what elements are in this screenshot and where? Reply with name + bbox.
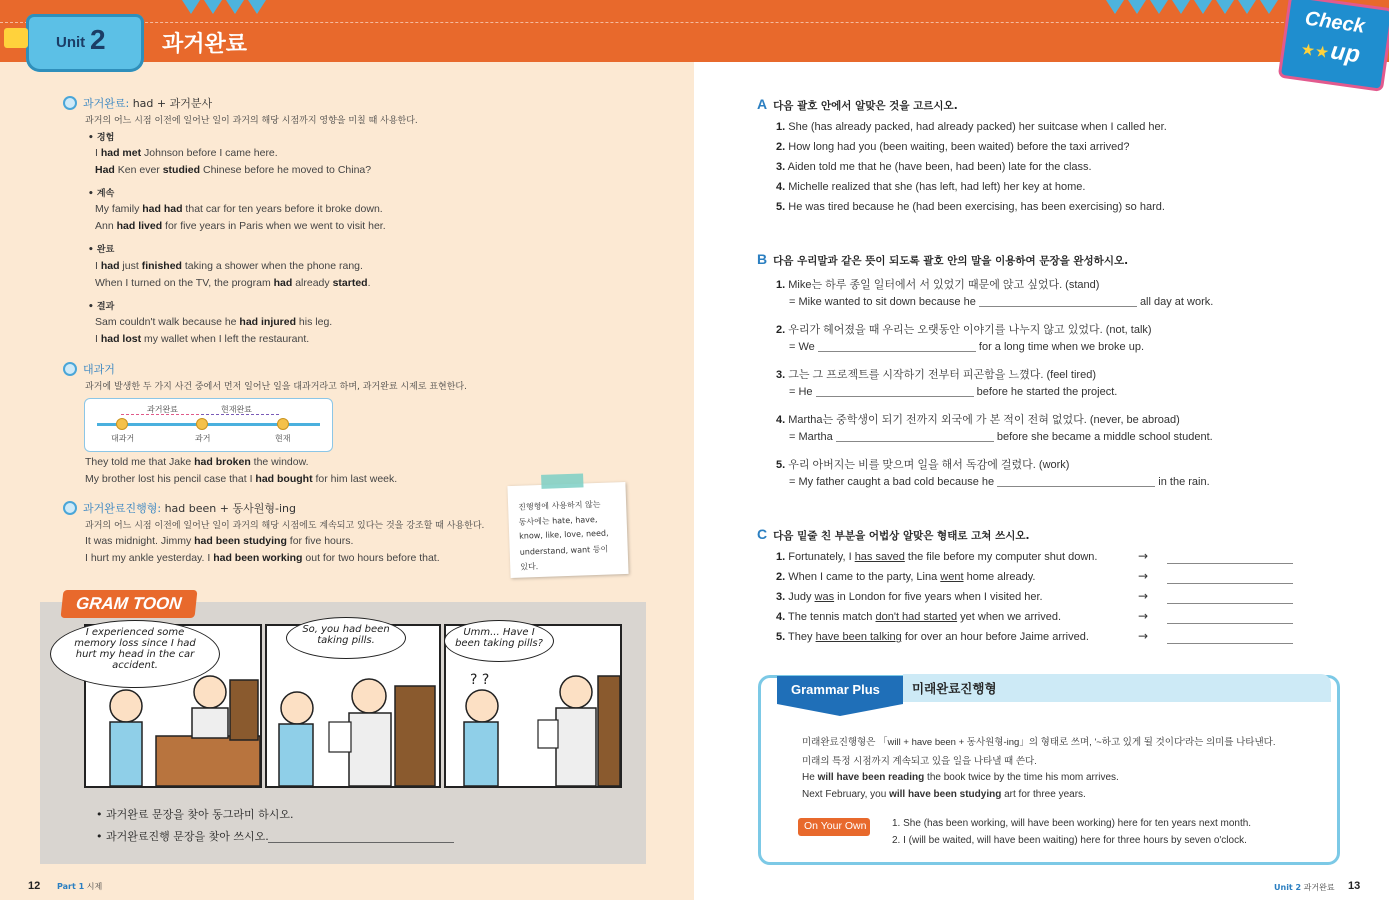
example-sentence: It was midnight. Jimmy had been studying for five hours.: [85, 535, 354, 547]
usage-title: • 경험: [88, 133, 115, 143]
usage-title: • 계속: [88, 189, 115, 199]
grammar-plus-example: Next February, you will have been studying art for three years.: [802, 789, 1086, 800]
exercise-c-item: 4. The tennis match don't had started yet when we arrived.: [776, 611, 1062, 623]
on-your-own-label: On Your Own: [804, 820, 867, 832]
section-instruction: 다음 밑줄 친 부분을 어법상 알맞은 형태로 고쳐 쓰시오.: [773, 530, 1030, 542]
band-triangle: [1128, 0, 1146, 14]
badge-tag: [4, 28, 28, 48]
exercise-b-heading: [757, 251, 1128, 268]
answer-blank[interactable]: [997, 486, 1155, 487]
svg-text:? ?: ? ?: [470, 672, 490, 688]
answer-blank[interactable]: [818, 351, 976, 352]
answer-line[interactable]: [1167, 623, 1293, 624]
example-sentence: They told me that Jake had broken the window.: [85, 456, 309, 468]
example-sentence: I had met Johnson before I came here.: [95, 147, 278, 159]
timeline-point: [277, 418, 289, 430]
band-triangle: [248, 0, 266, 14]
page-number: 12: [28, 880, 41, 892]
note-line: 동사에는 hate, have,: [518, 514, 598, 527]
bubble-text: So, you had been: [302, 624, 390, 635]
bubble-text: taking pills.: [317, 635, 375, 646]
timeline-point: [196, 418, 208, 430]
exercise-a-item: 4. Michelle realized that she (has left, had left) her key at home.: [776, 181, 1086, 193]
grammar-plus-example: He will have been reading the book twice by the time his mom arrives.: [802, 772, 1119, 783]
exercise-b-prompt: 5. 우리 아버지는 비를 맞으며 일을 해서 독감에 걸렸다. (work): [776, 459, 1070, 471]
speech-bubble-2: [286, 617, 406, 659]
section-letter: A: [757, 96, 768, 112]
unit-number: 2: [90, 24, 106, 55]
exercise-b-answer-row: = He before he started the project.: [789, 386, 1118, 398]
grammar-plus-tag: [777, 676, 903, 704]
band-triangle: [1194, 0, 1212, 14]
exercise-c-item: 1. Fortunately, I has saved the file before my computer shut down.: [776, 551, 1098, 563]
note-tape: [541, 473, 583, 488]
grammar-plus-rule: 미래의 특정 시점까지 계속되고 있을 일을 나타낼 때 쓴다.: [802, 756, 1037, 767]
example-sentence: My brother lost his pencil case that I had bought for him last week.: [85, 473, 398, 485]
heading-label: 과거완료:: [83, 97, 130, 110]
toon-task-1: • 과거완료 문장을 찾아 동그라미 하시오.: [96, 808, 294, 821]
exercise-a-item: 5. He was tired because he (had been exercising, has been exercising) so hard.: [776, 201, 1165, 213]
arrow-icon: →: [1138, 549, 1149, 563]
usage-title: • 완료: [88, 245, 115, 255]
example-sentence: My family had had that car for ten years before it broke down.: [95, 203, 383, 215]
section-description: 과거에 발생한 두 가지 사건 중에서 먼저 일어난 일을 대과거라고 하며, 과거완료 시제로 표현한다.: [85, 382, 467, 392]
exercise-b-answer-row: = Martha before she became a middle school student.: [789, 431, 1213, 443]
grammar-plus-tag-tail: [777, 704, 903, 716]
grammar-plus-rule: 미래완료진행형은 「will + have been + 동사원형-ing」의 형태로 쓰며, '~하고 있게 될 것이다'라는 의미를 나타낸다.: [802, 737, 1276, 748]
on-your-own-item: 2. I (will be waited, will have been waiting) here for three hours by seven o'clock.: [892, 835, 1247, 846]
answer-blank[interactable]: [816, 396, 974, 397]
band-triangle: [1172, 0, 1190, 14]
section-bullet-icon: [63, 501, 77, 515]
band-triangle: [1106, 0, 1124, 14]
arrow-icon: →: [1138, 609, 1149, 623]
exercise-a-item: 1. She (has already packed, had already packed) her suitcase when I called her.: [776, 121, 1167, 133]
bubble-text: hurt my head in the car: [75, 649, 195, 660]
bubble-text: I experienced some: [85, 627, 185, 638]
band-triangle: [204, 0, 222, 14]
band-triangle: [182, 0, 200, 14]
example-sentence: I had just finished taking a shower when the phone rang.: [95, 260, 363, 272]
example-sentence: I had lost my wallet when I left the restaurant.: [95, 333, 310, 345]
section-heading-past-perfect-progressive: [83, 500, 296, 516]
bubble-text: been taking pills?: [455, 638, 543, 649]
exercise-c-heading: [757, 526, 1030, 543]
bubble-text: accident.: [112, 660, 158, 671]
checkup-text-2: up: [1328, 37, 1362, 69]
grammar-plus-title: 미래완료진행형: [912, 681, 997, 696]
footer-unit: Unit 2 과거완료: [1274, 883, 1335, 892]
arrow-icon: →: [1138, 589, 1149, 603]
answer-line[interactable]: [268, 842, 454, 843]
answer-line[interactable]: [1167, 603, 1293, 604]
timeline-arrow: [201, 414, 279, 415]
page-number: 13: [1348, 880, 1361, 892]
exercise-b-prompt: 1. Mike는 하루 종일 일터에서 서 있었기 때문에 앉고 싶었다. (stand): [776, 279, 1100, 291]
speech-bubble-3: [444, 620, 554, 662]
exercise-b-answer-row: = My father caught a bad cold because he in the rain.: [789, 476, 1210, 488]
timeline-label: 현재: [275, 434, 291, 443]
band-triangle: [1150, 0, 1168, 14]
section-description: 과거의 어느 시점 이전에 일어난 일이 과거의 해당 시점까지 영향을 미칠 때 사용한다.: [85, 116, 418, 126]
exercise-a-item: 3. Aiden told me that he (have been, had been) late for the class.: [776, 161, 1092, 173]
exercise-b-prompt: 3. 그는 그 프로젝트를 시작하기 전부터 피곤함을 느꼈다. (feel tired): [776, 369, 1096, 381]
section-heading-past-perfect: [83, 95, 212, 111]
band-triangle: [226, 0, 244, 14]
section-bullet-icon: [63, 96, 77, 110]
heading-formula: had been + 동사원형-ing: [161, 502, 296, 515]
on-your-own-badge: [798, 818, 870, 836]
timeline-label: 과거완료: [147, 405, 178, 414]
exercise-b-answer-row: = Mike wanted to sit down because he all day at work.: [789, 296, 1214, 308]
unit-badge: [26, 14, 144, 72]
section-instruction: 다음 괄호 안에서 알맞은 것을 고르시오.: [773, 100, 958, 112]
section-bullet-icon: [63, 362, 77, 376]
band-stitch: [0, 22, 1389, 23]
usage-title: • 결과: [88, 302, 115, 312]
exercise-a-item: 2. How long had you (been waiting, been waited) before the taxi arrived?: [776, 141, 1130, 153]
exercise-a-heading: [757, 96, 958, 113]
grammar-plus-label: Grammar Plus: [791, 682, 880, 697]
note-line: understand, want 등이: [519, 544, 609, 557]
example-sentence: I hurt my ankle yesterday. I had been working out for two hours before that.: [85, 552, 440, 564]
unit-label: Unit: [56, 34, 86, 51]
timeline-point: [116, 418, 128, 430]
example-sentence: When I turned on the TV, the program had already started.: [95, 277, 371, 289]
band-triangle: [1260, 0, 1278, 14]
section-description: 과거의 어느 시점 이전에 일어난 일이 과거의 해당 시점에도 계속되고 있다는 것을 강조할 때 사용한다.: [85, 521, 485, 531]
unit-title: 과거완료: [162, 32, 248, 57]
heading-label: 과거완료진행형:: [83, 502, 162, 515]
band-triangle: [1238, 0, 1256, 14]
checkup-badge: [1281, 0, 1389, 89]
timeline-label: 과거: [195, 434, 211, 443]
example-sentence: Ann had lived for five years in Paris when we went to visit her.: [95, 220, 386, 232]
toon-task-2: • 과거완료진행 문장을 찾아 쓰시오.: [96, 830, 269, 843]
exercise-b-prompt: 2. 우리가 헤어졌을 때 우리는 오랫동안 이야기를 나누지 않고 있었다. (not, talk): [776, 324, 1152, 336]
timeline-label: 현재완료: [221, 405, 252, 414]
bubble-text: Umm... Have I: [463, 627, 535, 638]
star-icon: ★★: [1299, 39, 1331, 63]
bubble-text: memory loss since I had: [74, 638, 196, 649]
sticky-note: [507, 482, 628, 578]
checkup-text: Check: [1303, 7, 1367, 38]
timeline-arrow: [121, 414, 199, 415]
answer-line[interactable]: [1167, 563, 1293, 564]
gram-toon-title: GRAM TOON: [75, 594, 183, 613]
answer-blank[interactable]: [979, 306, 1137, 307]
note-line: know, like, love, need,: [519, 528, 609, 541]
section-heading-pluperfect: 대과거: [83, 363, 115, 376]
answer-blank[interactable]: [836, 441, 994, 442]
section-letter: B: [757, 251, 768, 267]
footer-part: Part 1 시제: [57, 882, 103, 891]
arrow-icon: →: [1138, 629, 1149, 643]
gram-toon-title-banner: [61, 590, 198, 618]
heading-formula: had + 과거분사: [129, 97, 213, 110]
band-triangle: [1216, 0, 1234, 14]
timeline-label: 대과거: [111, 434, 135, 443]
exercise-b-answer-row: = We for a long time when we broke up.: [789, 341, 1144, 353]
example-sentence: Had Ken ever studied Chinese before he moved to China?: [95, 164, 372, 176]
answer-line[interactable]: [1167, 643, 1293, 644]
answer-line[interactable]: [1167, 583, 1293, 584]
exercise-c-item: 5. They have been talking for over an hour before Jaime arrived.: [776, 631, 1089, 643]
example-sentence: Sam couldn't walk because he had injured his leg.: [95, 316, 333, 328]
section-letter: C: [757, 526, 768, 542]
speech-bubble-1: [50, 620, 220, 688]
exercise-b-prompt: 4. Martha는 중학생이 되기 전까지 외국에 가 본 적이 전혀 없었다. (never, be abroad): [776, 414, 1180, 426]
arrow-icon: →: [1138, 569, 1149, 583]
note-line: 진행형에 사용하지 않는: [518, 499, 601, 512]
section-instruction: 다음 우리말과 같은 뜻이 되도록 괄호 안의 말을 이용하여 문장을 완성하시오.: [773, 255, 1129, 267]
on-your-own-item: 1. She (has been working, will have been working) here for ten years next month.: [892, 818, 1252, 829]
note-line: 있다.: [520, 562, 539, 572]
exercise-c-item: 3. Judy was in London for five years when I visited her.: [776, 591, 1043, 603]
timeline-diagram: [84, 398, 333, 452]
exercise-c-item: 2. When I came to the party, Lina went home already.: [776, 571, 1036, 583]
